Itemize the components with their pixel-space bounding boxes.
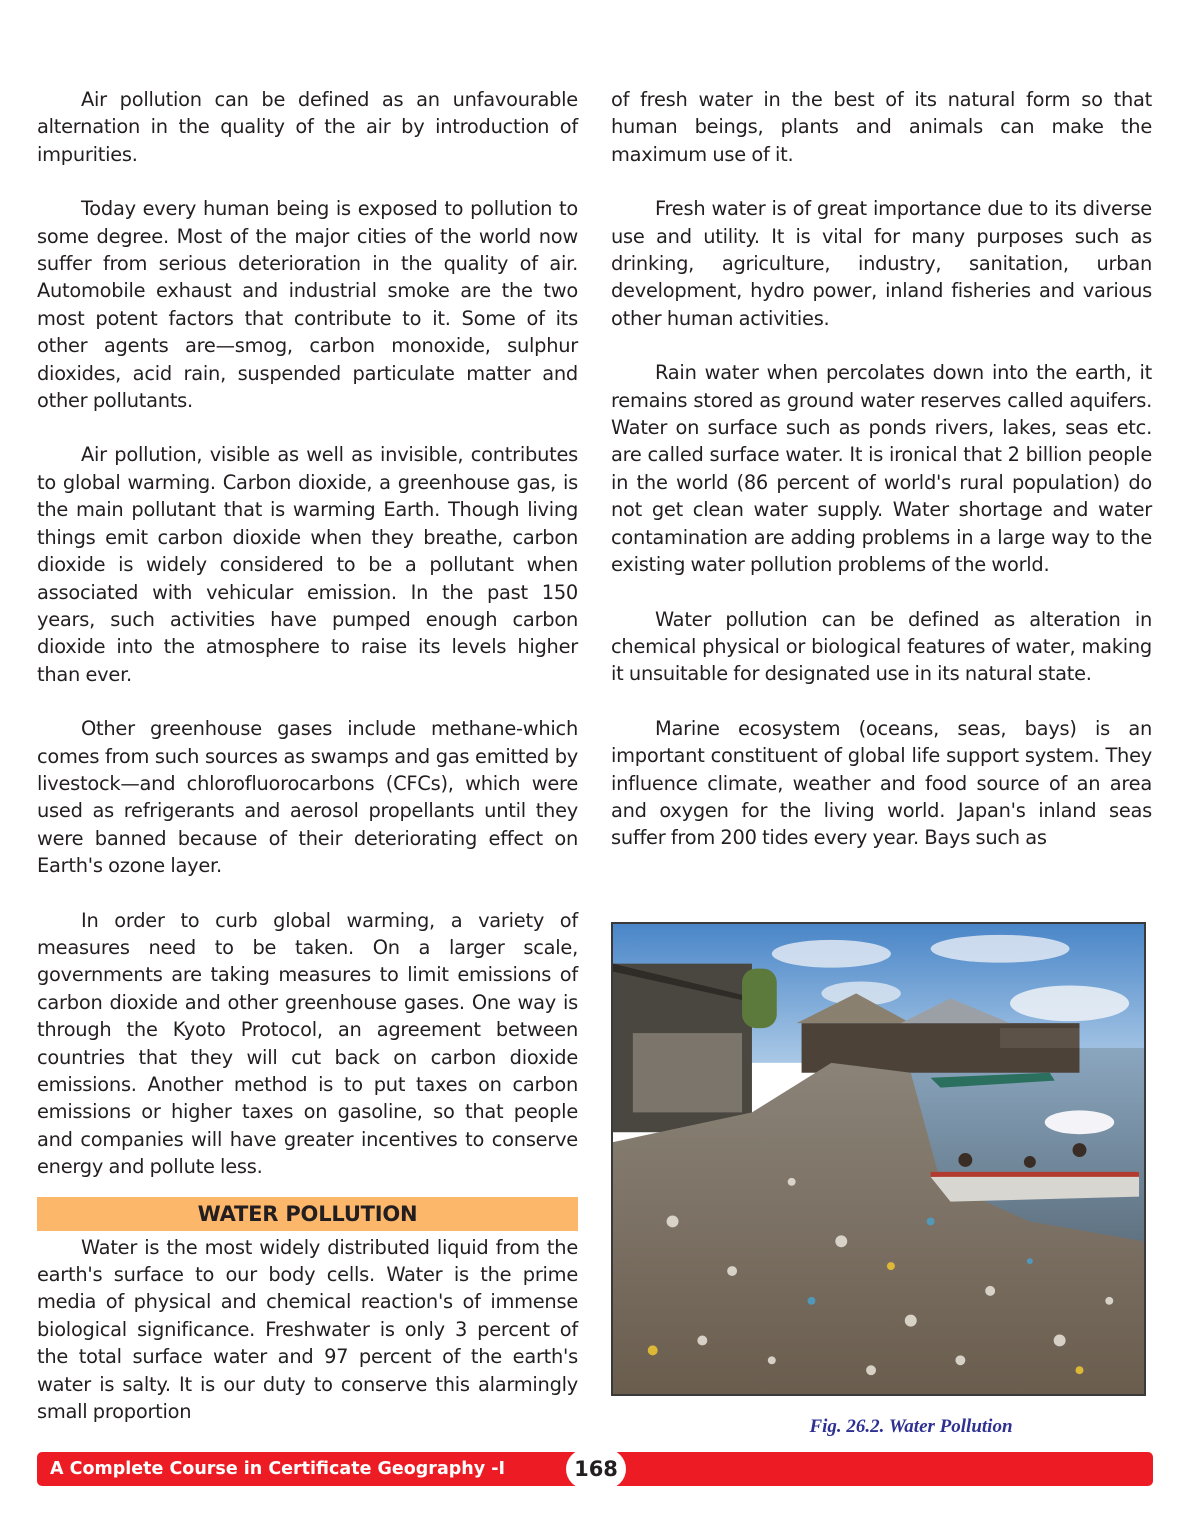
page-number: 168 bbox=[566, 1449, 626, 1489]
right-column bbox=[611, 86, 1152, 852]
paragraph-water-pollution-definition: Water pollution can be defined as alteration in chemical physical or biological features of water, making it unsuitable for designated use in its natural state. bbox=[611, 607, 1152, 686]
paragraph-fresh-water-importance: Fresh water is of great importance due to its diverse use and utility. It is vital for many purposes such as drinking, agriculture, industry, sanitation, urban development, hydro power, inland fisheries and various other human activities. bbox=[611, 197, 1152, 330]
paragraph-global-warming: Air pollution, visible as well as invisible, contributes to global warming. Carbon dioxide, a greenhouse gas, is the main pollutant that is warming Earth. Though living things emit carbon dioxide when they breathe, carbon dioxide is widely considered to be a pollutant when associated with vehicular emission. In the past 150 years, such activities have pumped enough carbon dioxide into the atmosphere to raise its levels higher than ever. bbox=[37, 443, 578, 686]
photo-illustration bbox=[613, 924, 1144, 1394]
footer-bar-right bbox=[612, 1452, 1153, 1486]
paragraph-greenhouse-gases: Other greenhouse gases include methane-which comes from such sources as swamps and gas emitted by livestock—and chlorofluorocarbons (CFCs), which were used as refrigerants and aerosol propellants until they were banned because of their deteriorating effect on Earth's ozone layer. bbox=[37, 717, 578, 878]
umbrella bbox=[1045, 1110, 1114, 1134]
footer-book-title-bar bbox=[37, 1452, 582, 1486]
paragraph-water-intro: Water is the most widely distributed liquid from the earth's surface to our body cells. Water is the prime media of physical and chemical reaction's of immense biological significance. Freshwater is only 3 percent of the total surface water and 97 percent of the earth's water is salty. It is our duty to conserve this alarmingly small proportion bbox=[37, 1235, 578, 1424]
book-title: A Complete Course in Certificate Geography -I bbox=[50, 1459, 506, 1479]
figure-caption: Fig. 26.2. Water Pollution bbox=[809, 1416, 1013, 1437]
section-heading-water-pollution: WATER POLLUTION bbox=[37, 1197, 578, 1231]
tree bbox=[742, 969, 777, 1028]
left-column bbox=[37, 86, 578, 1425]
paragraph-aquifers: Rain water when percolates down into the earth, it remains stored as ground water reserves called aquifers. Water on surface such as ponds rivers, lakes, seas etc. are called surface water. It is ironical that 2 billion people in the world (86 percent of world's rural population) do not get clean water supply. Water shortage and water contamination are adding problems in a large way to the existing water pollution problems of the world. bbox=[611, 361, 1152, 577]
paragraph-curb-warming: In order to curb global warming, a variety of measures need to be taken. On a larger scale, governments are taking measures to limit emissions of carbon dioxide and other greenhouse gases. One way is through the Kyoto Protocol, an agreement between countries that they will cut back on carbon dioxide emissions. Another method is to put taxes on carbon emissions or higher taxes on gasoline, so that people and companies will have greater incentives to conserve energy and pollute less. bbox=[37, 908, 578, 1179]
paragraph-pollution-exposure: Today every human being is exposed to pollution to some degree. Most of the major cities of the world now suffer from serious deterioration in the quality of air. Automobile exhaust and industrial smoke are the two most potent factors that contribute to it. Some of its other agents are—smog, carbon monoxide, sulphur dioxides, acid rain, suspended particulate matter and other pollutants. bbox=[37, 197, 578, 413]
paragraph-marine-ecosystem: Marine ecosystem (oceans, seas, bays) is an important constituent of global life support system. They influence climate, weather and food source of an area and oxygen for the living world. Japan's inland seas suffer from 200 tides every year. Bays such as bbox=[611, 716, 1152, 850]
paragraph-air-pollution-definition: Air pollution can be defined as an unfavourable alternation in the quality of the air by introduction of impurities. bbox=[37, 88, 578, 166]
water-pollution-photo bbox=[611, 922, 1146, 1396]
paragraph-continuation: of fresh water in the best of its natural form so that human beings, plants and animals can make the maximum use of it. bbox=[611, 88, 1152, 166]
